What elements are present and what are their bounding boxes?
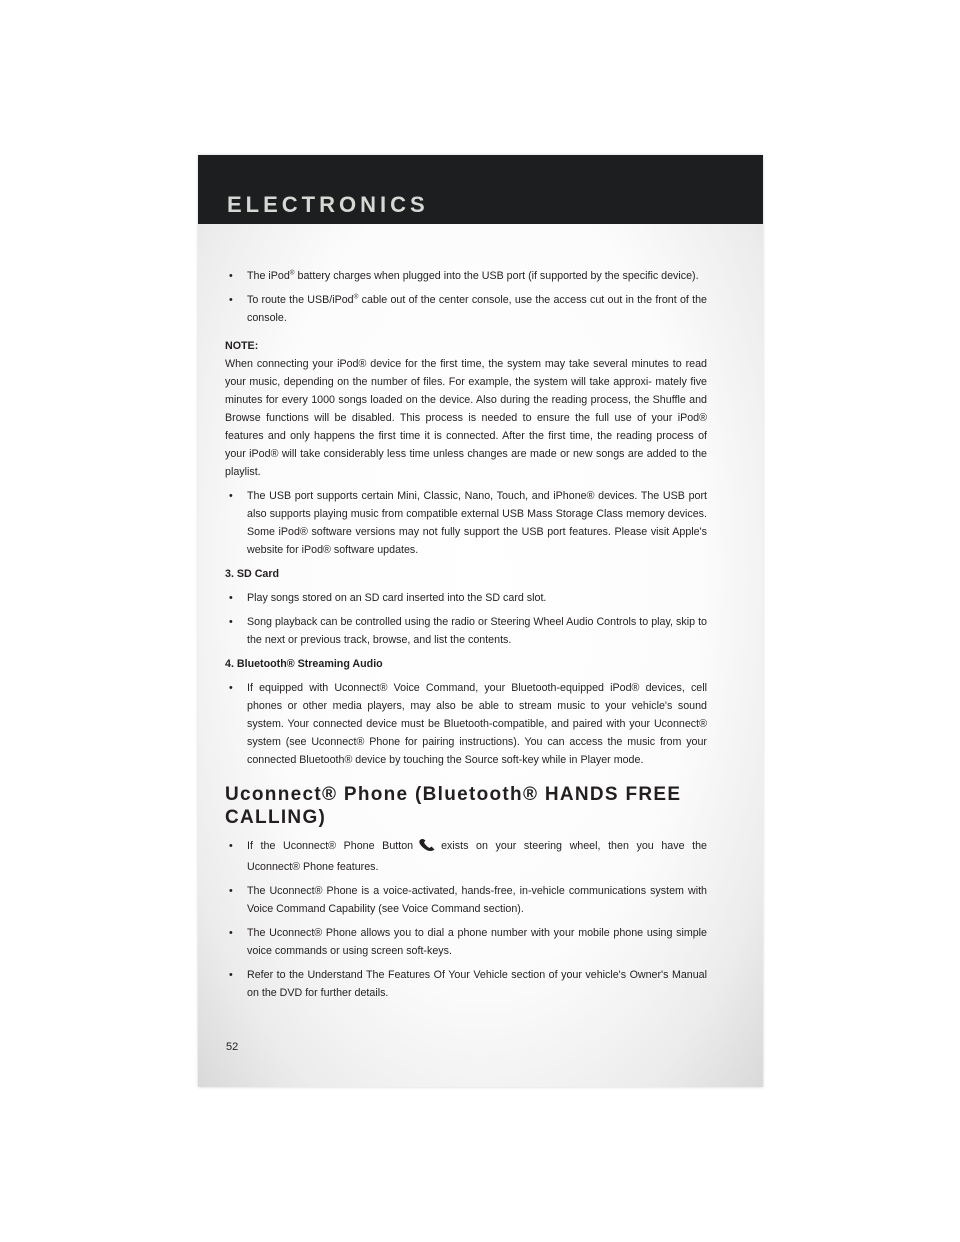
bullet-dot: • bbox=[229, 682, 233, 694]
bullet-text: Play songs stored on an SD card inserted into the SD card slot. bbox=[247, 592, 547, 604]
bullet-text: The iPod® battery charges when plugged into the USB port (if supported by the specific device). bbox=[247, 269, 699, 282]
bullet-usb-port-support bbox=[225, 487, 707, 559]
bullet-text: The USB port supports certain Mini, Classic, Nano, Touch, and iPhone® devices. The USB port also supports playing music from compatible external USB Mass Storage Class memory devices. Some iPod® software versions may not fully support the USB port features. Please visit Apple's website for iPod® software updates. bbox=[247, 490, 707, 556]
section-header-title: ELECTRONICS bbox=[227, 192, 429, 217]
sd-card-heading: 3. SD Card bbox=[225, 568, 280, 580]
page-number: 52 bbox=[226, 1041, 239, 1053]
bluetooth-heading: 4. Bluetooth® Streaming Audio bbox=[225, 658, 383, 670]
bullet-dot: • bbox=[229, 885, 233, 897]
bullet-dot: • bbox=[229, 969, 233, 981]
phone-icon bbox=[413, 839, 441, 858]
bullet-dot: • bbox=[229, 592, 233, 604]
bullet-text: To route the USB/iPod® cable out of the center console, use the access cut out in the front of the console. bbox=[247, 293, 707, 324]
bullet-dot: • bbox=[229, 840, 233, 852]
manual-page bbox=[198, 155, 763, 1087]
bullet-ipod-battery bbox=[225, 267, 707, 285]
bullet-phone-voice-activated bbox=[225, 882, 707, 918]
bullet-usb-cable-route bbox=[225, 291, 707, 327]
bullet-text: The Uconnect® Phone allows you to dial a phone number with your mobile phone using simple voice commands or using screen soft-keys. bbox=[247, 927, 707, 957]
note-text: When connecting your iPod® device for the first time, the system may take several minutes to read your music, depending on the number of files. For example, the system will take approxi- mately five minutes for every 1000 songs loaded on the device. Also during the reading process, the Shuffle and Browse functions will be disabled. This process is needed to ensure the full use of your iPod® features and only happens the first time it is connected. After the first time, the reading process of your iPod® will take considerably less time unless changes are made or new songs are added to the playlist. bbox=[225, 358, 707, 478]
bullet-text: Refer to the Understand The Features Of Your Vehicle section of your vehicle's Owner's Manual on the DVD for further details. bbox=[247, 969, 707, 999]
bullet-dot: • bbox=[229, 927, 233, 939]
bullet-dot: • bbox=[229, 294, 233, 306]
bullet-text: If equipped with Uconnect® Voice Command, your Bluetooth-equipped iPod® devices, cell phones or other media players, may also be able to stream music to your vehicle's sound system. Your connected device must be Bluetooth-compatible, and paired with your Uconnect® system (see Uconnect® Phone for pairing instructions). You can access the music from your connected Bluetooth® device by touching the Source soft-key while in Player mode. bbox=[247, 682, 707, 766]
bullet-text: If the Uconnect® Phone Button exists on your steering wheel, then you have the Uconnect® Phone features. bbox=[247, 840, 707, 873]
bullet-dot: • bbox=[229, 616, 233, 628]
bullet-phone-button bbox=[225, 837, 707, 876]
note-heading: NOTE: bbox=[225, 340, 259, 352]
bullet-text: Song playback can be controlled using the radio or Steering Wheel Audio Controls to play, skip to the next or previous track, browse, and list the contents. bbox=[247, 616, 707, 646]
bullet-text: The Uconnect® Phone is a voice-activated, hands-free, in-vehicle communications system with Voice Command Capability (see Voice Command section). bbox=[247, 885, 707, 915]
bullet-owners-manual-ref bbox=[225, 966, 707, 1002]
phone-section-title: Uconnect® Phone (Bluetooth® HANDS FREE CALLING) bbox=[225, 784, 682, 828]
header-bar bbox=[198, 155, 763, 224]
bullet-phone-dial bbox=[225, 924, 707, 960]
bullet-dot: • bbox=[229, 490, 233, 502]
bullet-bluetooth-streaming bbox=[225, 679, 707, 769]
bullet-dot: • bbox=[229, 270, 233, 282]
bullet-sd-card-play bbox=[225, 589, 707, 607]
bullet-sd-card-controls bbox=[225, 613, 707, 649]
page-content bbox=[225, 267, 707, 1008]
